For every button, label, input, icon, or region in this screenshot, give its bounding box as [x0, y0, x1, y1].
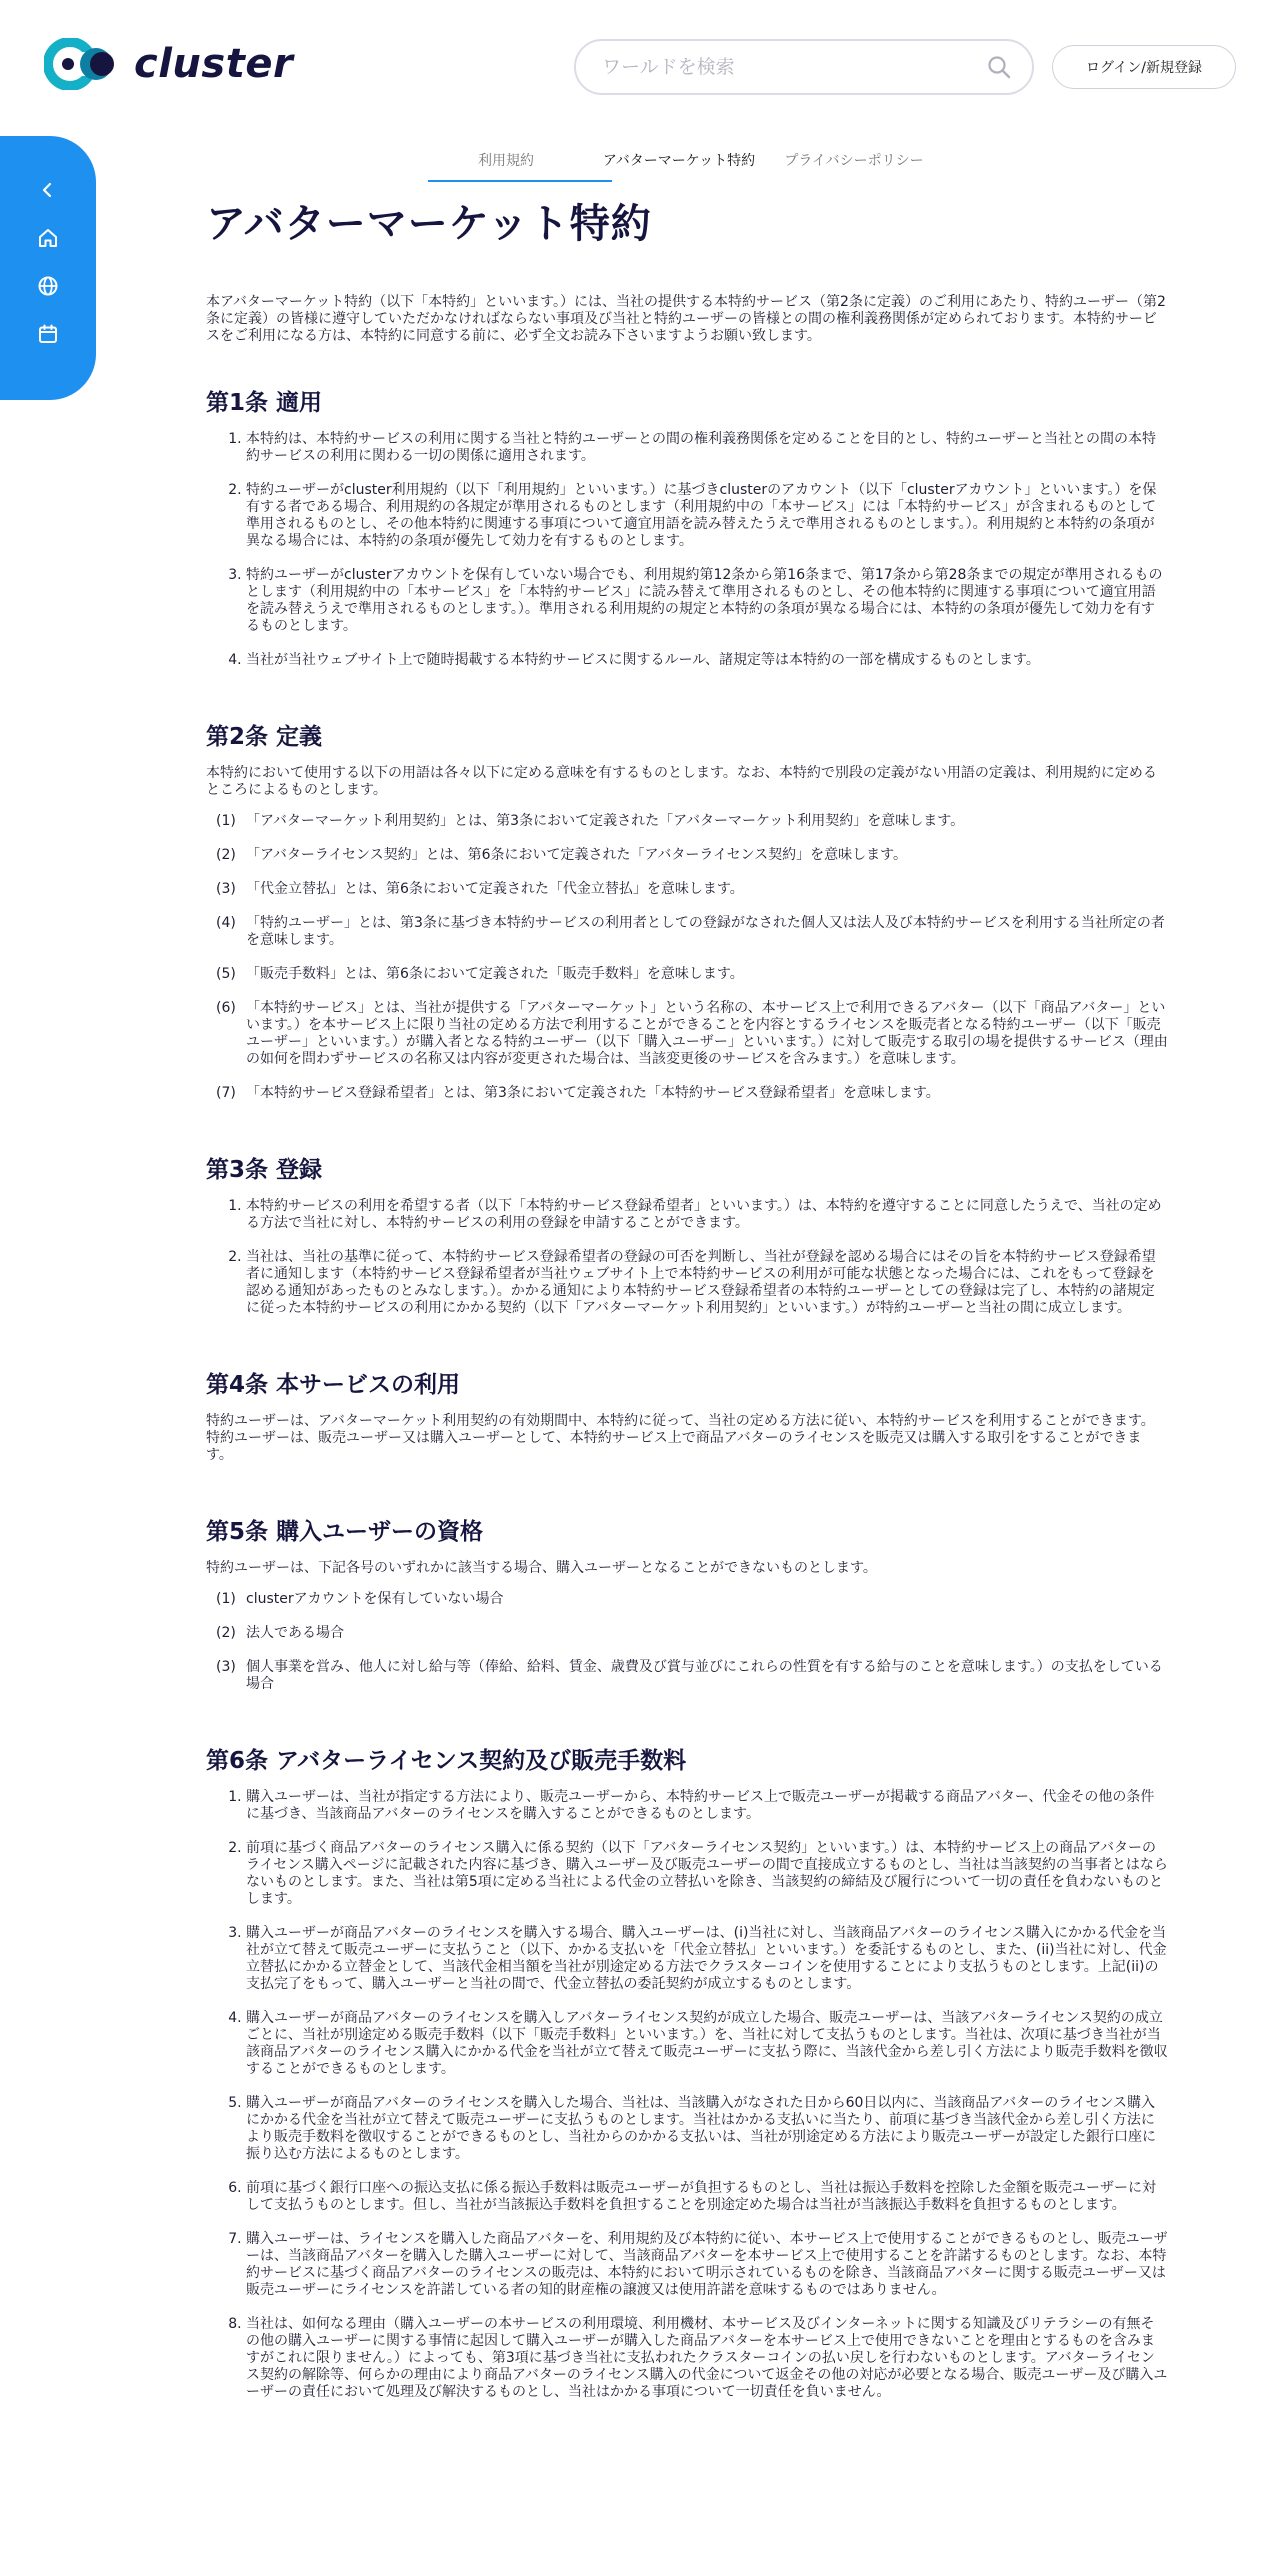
list-item: 2. 当社は、当社の基準に従って、本特約サービス登録希望者の登録の可否を判断し、当社が登録を認める場合にはその旨を本特約サービス登録希望者に通知します（本特約サービス登録希望者が当社ウェブサイト上で本特約サービスの利用が可能な状態となった場合には、これをもって登録を認める通知があったものとみなします。）。かかる通知により本特約サービス登録希望者の本特約ユーザーとしての登録は完了し、本特約の諸規定に従った本特約サービスの利用にかかる契約（以下「アバターマーケット利用契約」といいます。）が特約ユーザーと当社の間に成立します。 — [246, 1249, 1168, 1317]
terms-tabs — [428, 150, 934, 184]
item-text: 「本特約サービス登録希望者」とは、第3条において定義された「本特約サービス登録希望者」を意味します。 — [246, 1085, 940, 1101]
tab-avatar-market-terms[interactable]: アバターマーケット特約 — [602, 153, 756, 169]
section-lead: 本特約において使用する以下の用語は各々以下に定める意味を有するものとします。なお、本特約で別段の定義がない用語の定義は、利用規約に定めるところによるものとします。 — [206, 765, 1157, 798]
tab-privacy-policy[interactable]: プライバシーポリシー — [784, 153, 924, 169]
condition-list — [206, 1591, 1168, 1693]
section-heading: 第1条 適用 — [206, 390, 323, 416]
active-tab-indicator — [428, 180, 612, 182]
logo-text: cluster — [134, 41, 294, 87]
home-icon[interactable] — [36, 226, 60, 250]
numbered-list — [206, 431, 1168, 669]
calendar-icon[interactable] — [36, 322, 60, 346]
list-item — [216, 813, 1168, 830]
page-title: アバターマーケット特約 — [206, 201, 652, 247]
section-article-5 — [206, 1516, 1168, 1693]
list-item: 4. 当社が当社ウェブサイト上で随時掲載する本特約サービスに関するルール、諸規定等は本特約の一部を構成するものとします。 — [246, 652, 1168, 669]
item-text: clusterアカウントを保有していない場合 — [246, 1591, 504, 1607]
list-item — [216, 881, 1168, 898]
list-item: 2. 特約ユーザーがcluster利用規約（以下「利用規約」といいます。）に基づきclusterのアカウント（以下「clusterアカウント」といいます。）を保有する者である場合、利用規約の各規定が準用されるものとします（利用規約中の「本サービス」には「本特約サービス」が含まれるものとして準用されるものとし、その他本特約に関連する事項について適宜用語を読み替えたうえで準用されるものとします。）。利用規約と本特約の条項が異なる場合には、本特約の条項が優先して効力を有するものとします。 — [246, 482, 1168, 550]
globe-icon[interactable] — [36, 274, 60, 298]
list-item: 2. 前項に基づく商品アバターのライセンス購入に係る契約（以下「アバターライセンス契約」といいます。）は、本特約サービス上の商品アバターのライセンス購入ページに記載された内容に基づき、購入ユーザー及び販売ユーザーの間で直接成立するものとし、当社は当該契約の当事者とはならないものとします。また、当社は第5項に定める当社による代金の立替払いを除き、当該契約の締結及び履行について一切の責任を負わないものとします。 — [246, 1840, 1168, 1908]
item-text: 「販売手数料」とは、第6条において定義された「販売手数料」を意味します。 — [246, 966, 744, 982]
item-text: 「アバターライセンス契約」とは、第6条において定義された「アバターライセンス契約」を意味します。 — [246, 847, 908, 863]
login-signup-button[interactable]: ログイン/新規登録 — [1052, 45, 1236, 89]
list-item: 1. 本特約サービスの利用を希望する者（以下「本特約サービス登録希望者」といいます。）は、本特約を遵守することに同意したうえで、当社の定める方法で当社に対し、本特約サービスの利用の登録を申請することができます。 — [246, 1198, 1168, 1232]
definition-list — [206, 813, 1168, 1102]
list-item: 7. 購入ユーザーは、ライセンスを購入した商品アバターを、利用規約及び本特約に従い、本サービス上で使用することができるものとし、販売ユーザーは、当該商品アバターを購入した購入ユーザーに対して、当該商品アバターを本サービス上で使用することを許諾するものとします。なお、本特約サービスに基づく商品アバターのライセンスの販売は、本特約において明示されているものを除き、当該商品アバターに関する販売ユーザー又は販売ユーザーにライセンスを許諾している者の知的財産権の譲渡又は使用許諾を意味するものではありません。 — [246, 2231, 1168, 2299]
list-item — [216, 966, 1168, 983]
list-item: 6. 前項に基づく銀行口座への振込支払に係る振込手数料は販売ユーザーが負担するものとし、当社は振込手数料を控除した金額を販売ユーザーに対して支払うものとします。但し、当社が当該振込手数料を負担することを別途定めた場合は当社が当該振込手数料を負担するものとします。 — [246, 2180, 1168, 2214]
search-input[interactable] — [600, 55, 986, 79]
section-article-4 — [206, 1369, 1168, 1464]
list-item: 5. 購入ユーザーが商品アバターのライセンスを購入した場合、当社は、当該購入がなされた日から60日以内に、当該商品アバターのライセンス購入にかかる代金を当社が立て替えて販売ユーザーに支払うものとします。当社はかかる支払いに当たり、前項に基づき当該代金から差し引く方法により販売手数料を徴収することができるものとし、当社からのかかる支払いは、当社が別途定める方法により販売ユーザーが設定した銀行口座に振り込む方法によるものとします。 — [246, 2095, 1168, 2163]
list-item: 3. 特約ユーザーがclusterアカウントを保有していない場合でも、利用規約第12条から第16条まで、第17条から第28条までの規定が準用されるものとします（利用規約中の「本サービス」を「本特約サービス」に読み替えて準用されるものとし、その他本特約に関連する事項について適宜用語を読み替えうえで準用されるものとします。）。準用される利用規約の規定と本特約の条項が異なる場合には、本特約の条項が優先して効力を有するものとします。 — [246, 567, 1168, 635]
section-article-6 — [206, 1745, 1168, 2401]
section-heading: 第3条 登録 — [206, 1157, 323, 1183]
item-text: 法人である場合 — [246, 1625, 344, 1641]
item-number: (3) — [216, 881, 236, 897]
list-item — [216, 1085, 1168, 1102]
cluster-logo-icon — [44, 38, 124, 90]
numbered-list — [206, 1789, 1168, 2401]
item-text: 個人事業を営み、他人に対し給与等（俸給、給料、賃金、歳費及び賞与並びにこれらの性質を有する給与のことを意味します。）の支払をしている場合 — [246, 1659, 1163, 1692]
item-text: 「代金立替払」とは、第6条において定義された「代金立替払」を意味します。 — [246, 881, 744, 897]
item-number: (4) — [216, 915, 236, 931]
section-heading: 第2条 定義 — [206, 724, 323, 750]
cluster-logo[interactable] — [44, 38, 293, 90]
item-text: 「アバターマーケット利用契約」とは、第3条において定義された「アバターマーケット利用契約」を意味します。 — [246, 813, 965, 829]
item-number: (5) — [216, 966, 236, 982]
item-number: (1) — [216, 1591, 236, 1607]
item-number: (3) — [216, 1659, 236, 1675]
section-lead: 特約ユーザーは、下記各号のいずれかに該当する場合、購入ユーザーとなることができないものとします。 — [206, 1560, 877, 1576]
world-search[interactable] — [574, 39, 1034, 95]
section-article-3 — [206, 1154, 1168, 1317]
item-number: (2) — [216, 1625, 236, 1641]
section-lead: 特約ユーザーは、アバターマーケット利用契約の有効期間中、本特約に従って、当社の定める方法に従い、本特約サービスを利用することができます。特約ユーザーは、販売ユーザー又は購入ユーザーとして、本特約サービス上で商品アバターのライセンスを販売又は購入する取引をすることができます。 — [206, 1413, 1155, 1463]
list-item: 4. 購入ユーザーが商品アバターのライセンスを購入しアバターライセンス契約が成立した場合、販売ユーザーは、当該アバターライセンス契約の成立ごとに、当社が別途定める販売手数料（以下「販売手数料」といいます。）を、当社に対して支払うものとします。当社は、次項に基づき当社が当該商品アバターのライセンス購入にかかる代金を当社が立て替えて販売ユーザーに支払う際に、当該代金から差し引く方法により販売手数料を徴収することができるものとします。 — [246, 2010, 1168, 2078]
list-item: 8. 当社は、如何なる理由（購入ユーザーの本サービスの利用環境、利用機材、本サービス及びインターネットに関する知識及びリテラシーの有無その他の購入ユーザーに関する事情に起因して購入ユーザーが購入した商品アバターを本サービス上で使用できないことを理由とするものを含みますがこれに限りません。）によっても、第3項に基づき当社に支払われたクラスターコインの払い戻しを行わないものとします。アバターライセンス契約の解除等、何らかの理由により商品アバターのライセンス購入の代金について返金その他の対応が必要となる場合、販売ユーザー及び購入ユーザーの責任において処理及び解決するものとし、当社はかかる事項について一切責任を負いません。 — [246, 2316, 1168, 2401]
list-item — [216, 915, 1168, 949]
list-item — [216, 847, 1168, 864]
list-item — [216, 1591, 1168, 1608]
list-item: 3. 購入ユーザーが商品アバターのライセンスを購入する場合、購入ユーザーは、(i)当社に対し、当該商品アバターのライセンス購入にかかる代金を当社が立て替えて販売ユーザーに支払うこと（以下、かかる支払いを「代金立替払」といいます。）を委託するものとし、また、(ii)当社に対し、代金立替払にかかる立替金として、当該代金相当額を当社が別途定める方法でクラスターコインを使用することにより支払うものとします。上記(ii)の支払完了をもって、購入ユーザーと当社の間で、代金立替払の委託契約が成立するものとします。 — [246, 1925, 1168, 1993]
section-heading: 第6条 アバターライセンス契約及び販売手数料 — [206, 1748, 687, 1774]
chevron-left-icon[interactable] — [36, 178, 60, 202]
terms-content — [206, 198, 1168, 2453]
item-number: (1) — [216, 813, 236, 829]
list-item: 1. 本特約は、本特約サービスの利用に関する当社と特約ユーザーとの間の権利義務関係を定めることを目的とし、特約ユーザーと当社との間の本特約サービスの利用に関わる一切の関係に適用されます。 — [246, 431, 1168, 465]
intro-paragraph: 本アバターマーケット特約（以下「本特約」といいます。）には、当社の提供する本特約サービス（第2条に定義）のご利用にあたり、特約ユーザー（第2条に定義）の皆様に遵守していただかなければならない事項及び当社と特約ユーザーの皆様との間の権利義務関係が定められております。本特約サービスをご利用になる方は、本特約に同意する前に、必ず全文お読み下さいますようお願い致します。 — [206, 294, 1166, 344]
tab-terms-of-use[interactable]: 利用規約 — [478, 153, 534, 169]
section-article-2 — [206, 721, 1168, 1102]
item-number: (2) — [216, 847, 236, 863]
item-text: 「本特約サービス」とは、当社が提供する「アバターマーケット」という名称の、本サービス上で利用できるアバター（以下「商品アバター」といいます。）を本サービス上に限り当社の定める方法で利用することができることを内容とするライセンスを販売者となる特約ユーザー（以下「販売ユーザー」といいます。）が購入者となる特約ユーザー（以下「購入ユーザー」といいます。）に対して販売する取引の場を提供するサービス（理由の如何を問わずサービスの名称又は内容が変更された場合は、当該変更後のサービスを含みます。）を意味します。 — [246, 1000, 1168, 1067]
list-item — [216, 1000, 1168, 1068]
section-heading: 第5条 購入ユーザーの資格 — [206, 1519, 484, 1545]
list-item: 1. 購入ユーザーは、当社が指定する方法により、販売ユーザーから、本特約サービス上で販売ユーザーが掲載する商品アバター、代金その他の条件に基づき、当該商品アバターのライセンスを購入することができるものとします。 — [246, 1789, 1168, 1823]
section-heading: 第4条 本サービスの利用 — [206, 1372, 461, 1398]
list-item — [216, 1625, 1168, 1642]
list-item — [216, 1659, 1168, 1693]
item-number: (6) — [216, 1000, 236, 1016]
item-number: (7) — [216, 1085, 236, 1101]
item-text: 「特約ユーザー」とは、第3条に基づき本特約サービスの利用者としての登録がなされた個人又は法人及び本特約サービスを利用する当社所定の者を意味します。 — [246, 915, 1165, 948]
search-icon[interactable] — [986, 54, 1012, 80]
side-nav-rail — [0, 136, 96, 400]
numbered-list — [206, 1198, 1168, 1317]
section-article-1 — [206, 387, 1168, 669]
